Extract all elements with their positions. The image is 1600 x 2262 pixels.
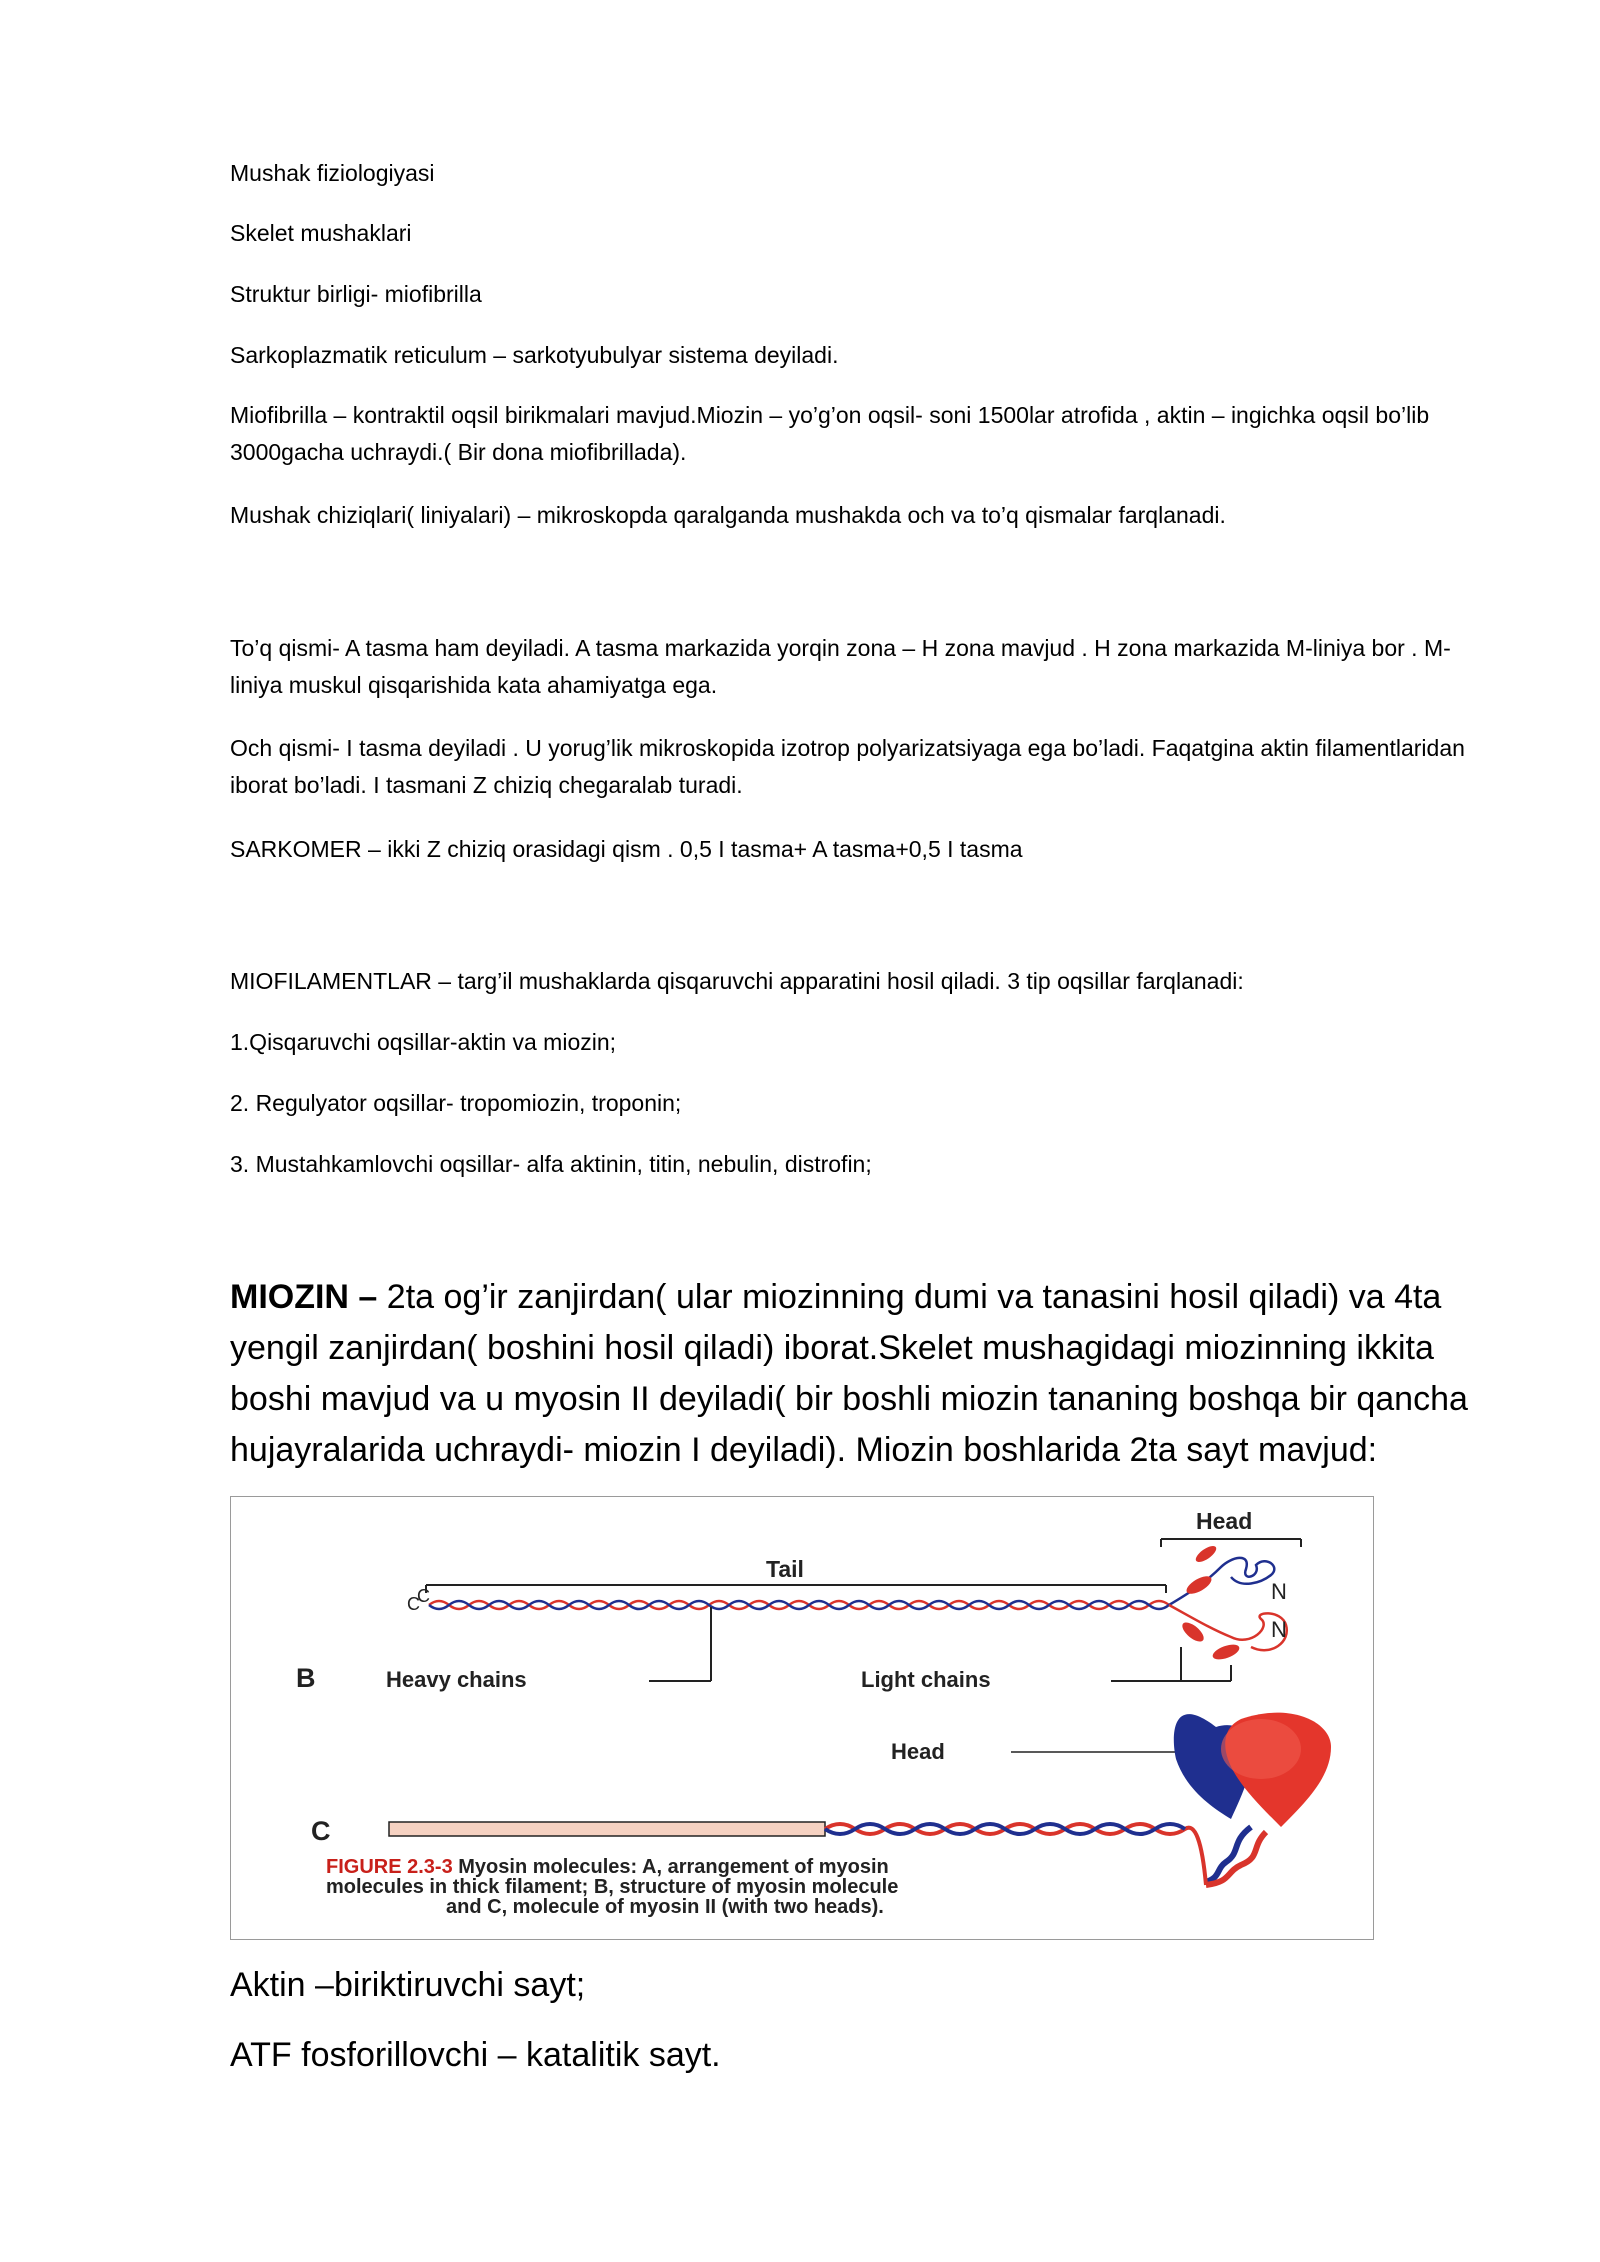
paragraph-myosin — [230, 1272, 1490, 1476]
label-light-chains: Light chains — [861, 1667, 991, 1692]
myosin-diagram — [231, 1497, 1373, 1939]
figure-caption-line2: molecules in thick filament; B, structure of myosin molecule — [326, 1876, 899, 1898]
paragraph-sarcoplasmic: Sarkoplazmatik reticulum – sarkotyubulyar sistema deyiladi. — [230, 342, 839, 368]
paragraph-muscle-lines: Mushak chiziqlari( liniyalari) – mikroskopda qaralganda mushakda och va to’q qismalar farqlanadi. — [230, 502, 1226, 528]
head-coil-blue — [1169, 1558, 1274, 1605]
heading-muscle-physiology: Mushak fiziologiyasi — [230, 160, 435, 186]
label-panel-c: C — [311, 1816, 331, 1846]
paragraph-myofilaments: MIOFILAMENTLAR – targ’il mushaklarda qisqaruvchi apparatini hosil qiladi. 3 tip oqsillar farqlanadi: — [230, 968, 1244, 994]
figure-caption-line3: and C, molecule of myosin II (with two heads). — [446, 1896, 884, 1918]
paragraph-structural-unit: Struktur birligi- miofibrilla — [230, 281, 482, 307]
myosin-term: MIOZIN – — [230, 1278, 378, 1316]
paragraph-myofibril: Miofibrilla – kontraktil oqsil birikmalari mavjud.Miozin – yo’g’on oqsil- soni 1500lar atrofida , aktin – ingichka oqsil bo’lib 3000gacha uchraydi.( Bir dona miofibrillada). — [230, 402, 1430, 465]
light-chain-4 — [1211, 1642, 1241, 1663]
paragraph-light-part: Och qismi- I tasma deyiladi . U yorug’lik mikroskopida izotrop polyarizatsiyaga ega bo’ladi. Faqatgina aktin filamentlaridan iborat bo’ladi. I tasmani Z chiziq chegaralab turadi. — [230, 735, 1465, 798]
paragraph-skeletal-muscles: Skelet mushaklari — [230, 220, 412, 246]
label-n-bottom: N — [1271, 1617, 1287, 1642]
label-tail: Tail — [766, 1556, 804, 1582]
light-chain-2 — [1193, 1543, 1218, 1565]
paragraph-dark-part: To’q qismi- A tasma ham deyiladi. A tasma markazida yorqin zona – H zona mavjud . H zona markazida M-liniya bor . M- liniya muskul qisqarishida kata ahamiyatga ega. — [230, 635, 1451, 698]
label-n-top: N — [1271, 1579, 1287, 1604]
label-head-mid: Head — [891, 1739, 945, 1764]
list-item-regulatory: 2. Regulyator oqsillar- tropomiozin, troponin; — [230, 1090, 682, 1116]
paragraph-sarcomere: SARKOMER – ikki Z chiziq orasidagi qism . 0,5 I tasma+ A tasma+0,5 I tasma — [230, 836, 1023, 862]
list-item-structural: 3. Mustahkamlovchi oqsillar- alfa aktinin, titin, nebulin, distrofin; — [230, 1151, 872, 1177]
myosin-figure — [230, 1496, 1374, 1940]
label-c-top: C — [417, 1586, 430, 1606]
list-item-contractile: 1.Qisqaruvchi oqsillar-aktin va miozin; — [230, 1029, 617, 1055]
figure-caption-line1: FIGURE 2.3-3 Myosin molecules: A, arrangement of myosin — [326, 1856, 889, 1878]
label-panel-b: B — [296, 1663, 316, 1693]
myosin-rod — [389, 1822, 825, 1836]
label-c-bottom: C — [407, 1594, 420, 1614]
myosin-description: 2ta og’ir zanjirdan( ular miozinning dumi va tanasini hosil qiladi) va 4ta yengil zanjirdan( boshini hosil qiladi) iborat.Skelet mushagidagi miozinning ikkita boshi mavjud va u myosin II deyiladi( bir boshli miozin tananing boshqa bir qancha hujayralarida uchraydi- miozin I deyiladi). Miozin boshlarida 2ta sayt mavjud: — [230, 1278, 1468, 1469]
label-heavy-chains: Heavy chains — [386, 1667, 527, 1692]
paragraph-actin-site: Aktin –biriktiruvchi sayt; — [230, 1966, 586, 2004]
label-head-top: Head — [1196, 1508, 1253, 1534]
paragraph-atp-site: ATF fosforillovchi – katalitik sayt. — [230, 2036, 721, 2074]
